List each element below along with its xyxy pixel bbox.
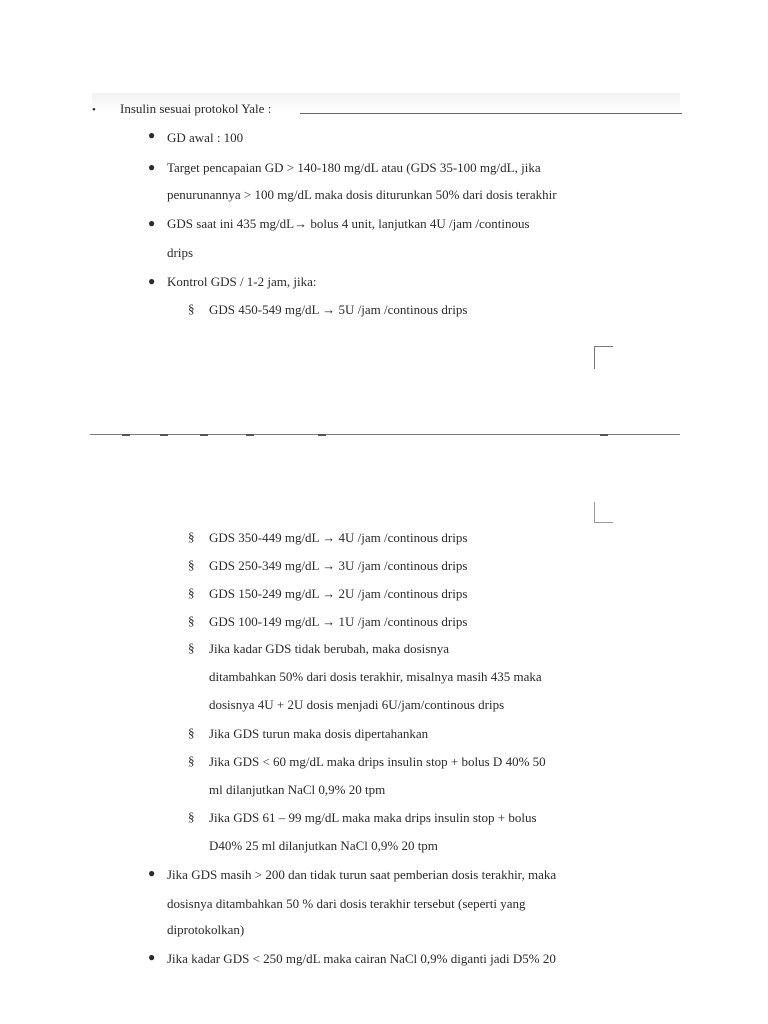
page-break-tick — [122, 434, 130, 436]
list-item: Kontrol GDS / 1-2 jam, jika: — [167, 274, 317, 289]
section-heading — [92, 100, 682, 118]
page-break-tick — [246, 434, 254, 436]
heading-rule — [300, 113, 682, 114]
page-break-tick — [318, 434, 326, 436]
bullet-icon: ● — [148, 160, 156, 174]
bullet-icon: ● — [148, 950, 156, 964]
section-marker-icon: § — [188, 585, 195, 600]
sub-list-item-line: Jika kadar GDS tidak berubah, maka dosisnya — [209, 641, 450, 656]
section-marker-icon: § — [188, 301, 195, 316]
sub-list-item: GDS 250-349 mg/dL → 3U /jam /continous drips — [209, 558, 468, 573]
section-marker-icon: § — [188, 725, 195, 740]
section-marker-icon: § — [188, 557, 195, 572]
sub-list-item: GDS 100-149 mg/dL → 1U /jam /continous drips — [209, 614, 468, 629]
list-item-line: Jika kadar GDS < 250 mg/dL maka cairan NaCl 0,9% diganti jadi D5% 20 — [167, 951, 556, 966]
page-break-tick — [200, 434, 208, 436]
bullet-icon: ● — [148, 216, 156, 230]
page-corner-mark — [594, 502, 613, 523]
list-item-line: dosisnya ditambahkan 50 % dari dosis terakhir tersebut (seperti yang — [167, 896, 526, 911]
page-break — [90, 434, 680, 435]
sub-list-item-line: ditambahkan 50% dari dosis terakhir, misalnya masih 435 maka — [209, 669, 542, 684]
sub-list-item-line: dosisnya 4U + 2U dosis menjadi 6U/jam/continous drips — [209, 697, 505, 712]
list-item: GD awal : 100 — [167, 130, 244, 145]
page-break-tick — [160, 434, 168, 436]
section-marker-icon: § — [188, 613, 195, 628]
sub-list-item-line: D40% 25 ml dilanjutkan NaCl 0,9% 20 tpm — [209, 838, 438, 853]
list-item-line: Jika GDS masih > 200 dan tidak turun saat pemberian dosis terakhir, maka — [167, 867, 557, 882]
bullet-icon: ● — [148, 128, 156, 142]
list-item-line: GDS saat ini 435 mg/dL→ bolus 4 unit, lanjutkan 4U /jam /continous — [167, 216, 530, 231]
heading-bullet-icon: • — [92, 104, 96, 116]
list-item-line: Target pencapaian GD > 140-180 mg/dL atau (GDS 35-100 mg/dL, jika — [167, 160, 541, 175]
section-marker-icon: § — [188, 529, 195, 544]
sub-list-item: GDS 350-449 mg/dL → 4U /jam /continous drips — [209, 530, 468, 545]
list-item-line: diprotokolkan) — [167, 922, 245, 937]
bullet-icon: ● — [148, 274, 156, 288]
list-item-line: penurunannya > 100 mg/dL maka dosis diturunkan 50% dari dosis terakhir — [167, 187, 557, 202]
heading-text: Insulin sesuai protokol Yale : — [120, 101, 272, 116]
section-marker-icon: § — [188, 640, 195, 655]
sub-list-item-line: Jika GDS 61 – 99 mg/dL maka maka drips insulin stop + bolus — [209, 810, 537, 825]
sub-list-item: Jika GDS turun maka dosis dipertahankan — [209, 726, 429, 741]
page-corner-mark — [594, 346, 613, 369]
bullet-icon: ● — [148, 866, 156, 880]
sub-list-item-line: ml dilanjutkan NaCl 0,9% 20 tpm — [209, 782, 386, 797]
sub-list-item: GDS 450-549 mg/dL → 5U /jam /continous drips — [209, 302, 468, 317]
section-marker-icon: § — [188, 809, 195, 824]
section-marker-icon: § — [188, 753, 195, 768]
sub-list-item-line: Jika GDS < 60 mg/dL maka drips insulin stop + bolus D 40% 50 — [209, 754, 546, 769]
list-item-line: drips — [167, 245, 193, 260]
sub-list-item: GDS 150-249 mg/dL → 2U /jam /continous drips — [209, 586, 468, 601]
page-break-tick — [600, 434, 608, 436]
